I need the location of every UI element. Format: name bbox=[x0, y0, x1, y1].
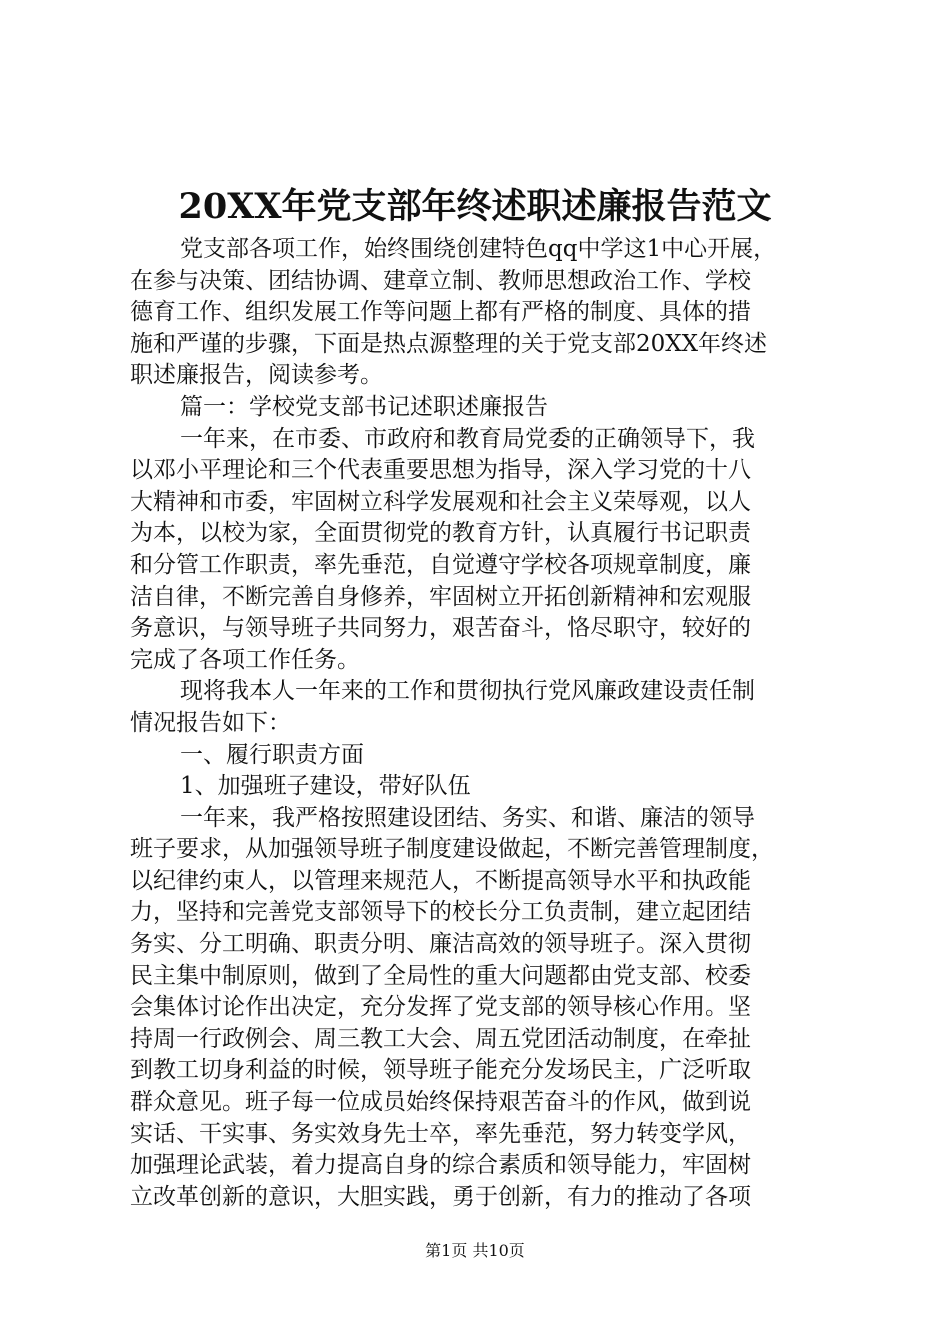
text-line: 以纪律约束人，以管理来规范人，不断提高领导水平和执政能 bbox=[130, 867, 751, 894]
text-line: 持周一行政例会、周三教工大会、周五党团活动制度，在牵扯 bbox=[130, 1025, 751, 1052]
document-body bbox=[130, 234, 830, 1213]
text-line: 党支部各项工作，始终围绕创建特色qq中学这1中心开展， bbox=[180, 236, 777, 262]
document-title: 20XX年党支部年终述职述廉报告范文 bbox=[178, 186, 772, 227]
text-line: 一、履行职责方面 bbox=[180, 741, 364, 768]
text-line: 为本，以校为家，全面贯彻党的教育方针，认真履行书记职责 bbox=[130, 520, 751, 547]
text-line: 1、加强班子建设，带好队伍 bbox=[180, 773, 471, 800]
text-line: 篇一：学校党支部书记述职述廉报告 bbox=[180, 393, 548, 420]
text-line: 力，坚持和完善党支部领导下的校长分工负责制，建立起团结 bbox=[130, 899, 751, 926]
text-line: 以邓小平理论和三个代表重要思想为指导，深入学习党的十八 bbox=[130, 457, 751, 484]
text-line: 施和严谨的步骤，下面是热点源整理的关于党支部20XX年终述 bbox=[130, 330, 768, 357]
text-line: 完成了各项工作任务。 bbox=[130, 646, 360, 673]
page-footer: 第1页 共10页 bbox=[425, 1241, 525, 1260]
text-line: 到教工切身利益的时候，领导班子能充分发场民主，广泛听取 bbox=[130, 1057, 751, 1084]
text-line: 加强理论武装，着力提高自身的综合素质和领导能力，牢固树 bbox=[130, 1152, 751, 1179]
text-line: 和分管工作职责，率先垂范，自觉遵守学校各项规章制度，廉 bbox=[130, 551, 751, 578]
text-line: 一年来，我严格按照建设团结、务实、和谐、廉洁的领导 bbox=[180, 804, 755, 831]
text-line: 德育工作、组织发展工作等问题上都有严格的制度、具体的措 bbox=[130, 299, 751, 326]
text-line: 情况报告如下： bbox=[130, 709, 291, 736]
text-line: 班子要求，从加强领导班子制度建设做起，不断完善管理制度， bbox=[130, 836, 774, 863]
text-line: 群众意见。班子每一位成员始终保持艰苦奋斗的作风，做到说 bbox=[130, 1089, 751, 1116]
text-line: 务实、分工明确、职责分明、廉洁高效的领导班子。深入贯彻 bbox=[130, 931, 751, 958]
text-line: 会集体讨论作出决定，充分发挥了党支部的领导核心作用。坚 bbox=[130, 994, 751, 1021]
text-line: 职述廉报告，阅读参考。 bbox=[130, 362, 383, 389]
text-line: 现将我本人一年来的工作和贯彻执行党风廉政建设责任制 bbox=[180, 678, 755, 705]
text-line: 民主集中制原则，做到了全局性的重大问题都由党支部、校委 bbox=[130, 962, 751, 989]
text-line: 一年来，在市委、市政府和教育局党委的正确领导下，我 bbox=[180, 425, 755, 452]
text-line: 洁自律，不断完善自身修养，牢固树立开拓创新精神和宏观服 bbox=[130, 583, 751, 610]
text-line: 大精神和市委，牢固树立科学发展观和社会主义荣辱观，以人 bbox=[130, 488, 751, 515]
text-line: 实话、干实事、务实效身先士卒，率先垂范，努力转变学风， bbox=[130, 1120, 751, 1147]
text-line: 务意识，与领导班子共同努力，艰苦奋斗，恪尽职守，较好的 bbox=[130, 615, 751, 642]
text-line: 立改革创新的意识，大胆实践，勇于创新，有力的推动了各项 bbox=[130, 1183, 751, 1210]
text-line: 在参与决策、团结协调、建章立制、教师思想政治工作、学校 bbox=[130, 267, 751, 294]
